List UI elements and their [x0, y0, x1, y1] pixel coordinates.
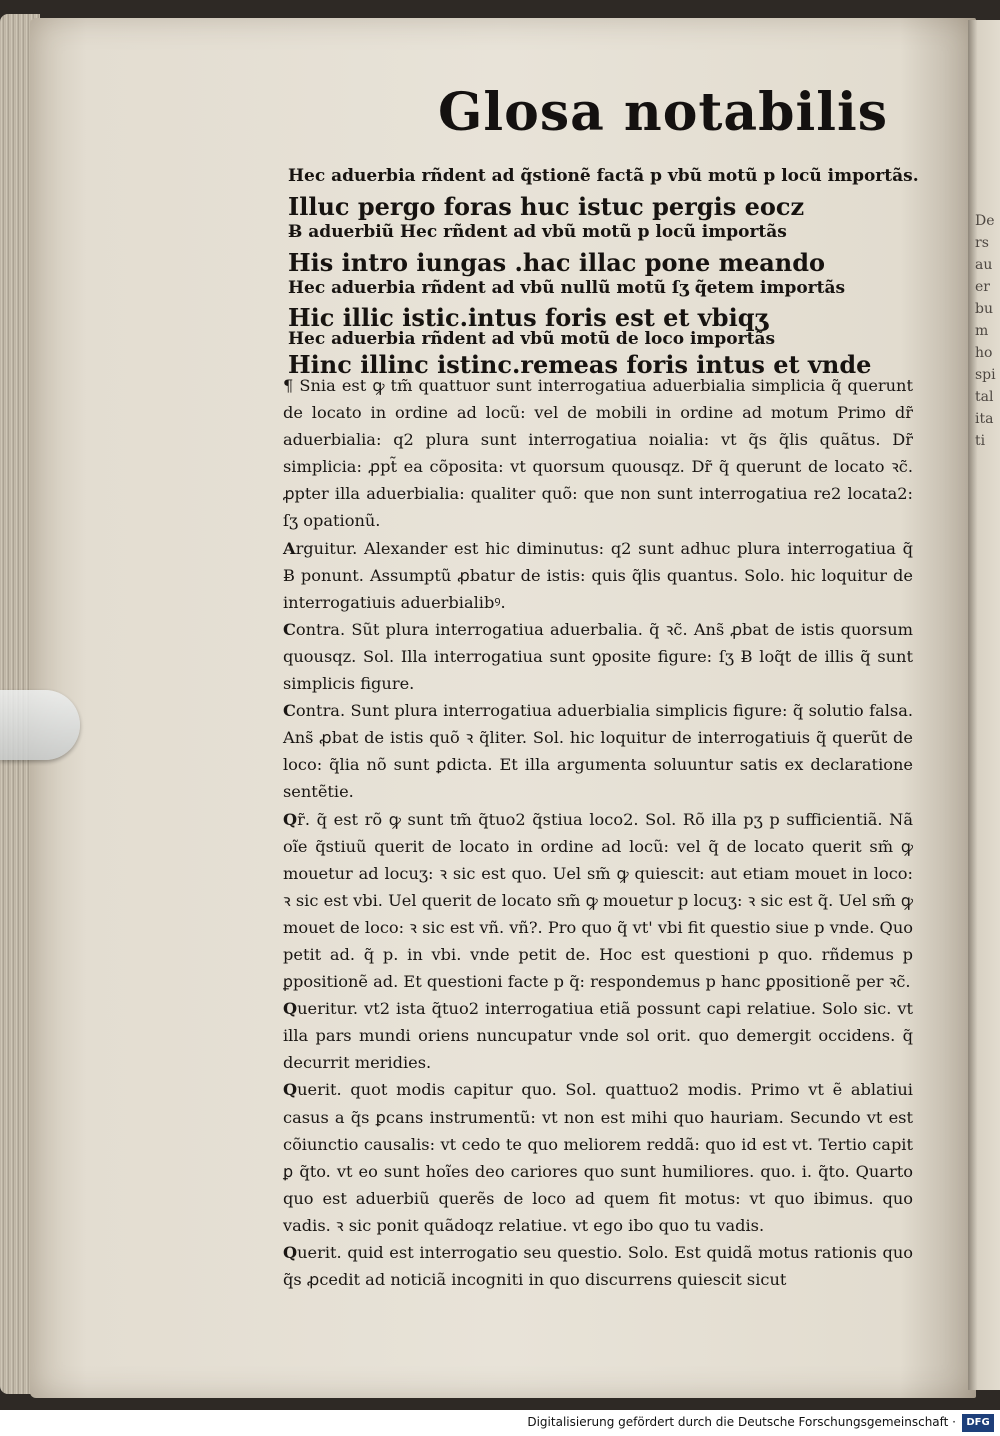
verse-line: Hec aduerbia rñdent ad vbũ nullũ motũ ſʒ q̃etem importãs	[288, 278, 846, 298]
verse-line: Ƀ aduerbiũ Hec rñdent ad vbũ motũ p locũ importãs	[288, 222, 787, 242]
bookmark-clip	[0, 690, 80, 760]
commentary-paragraph: Contra. Sunt plura interrogatiua aduerbialia simplicis figure: q̃ solutio falsa. Ans̃ ꝓbat de istis quõ ꝛ q̃liter. Sol. hic loquitur de interrogatiuis q̃ querũt de loco: q̃lia nõ sunt ꝑdicta. Et illa argumenta soluuntur satis ex declaratione sentẽtie.	[283, 701, 913, 802]
footer-bar	[0, 1410, 1000, 1436]
commentary-paragraph: Queritur. vt2 ista q̃tuo2 interrogatiua etiã possunt capi relatiue. Solo sic. vt illa pars mundi oriens nuncupatur vnde sol orit. quo demergit occidens. q̃ decurrit meridies.	[283, 999, 913, 1073]
funding-credit: Digitalisierung gefördert durch die Deutsche Forschungsgemeinschaft ·	[527, 1415, 956, 1429]
commentary-block	[283, 372, 913, 1290]
facing-page-text: Ders auerbum hospitalitati	[975, 213, 996, 449]
commentary-paragraph: Querit. quot modis capitur quo. Sol. quattuo2 modis. Primo vt ẽ ablatiui casus a q̃s ꝑcans instrumentũ: vt non est mihi quo hauriam. Secundo vt est cõiunctio causalis: vt cedo te quo meliorem reddã: quo id est vt. Tertio capit ꝑ q̃to. vt eo sunt hoĩes deo cariores quo sunt humiliores. quo. i. q̃to. Quarto quo est aduerbiũ querẽs de loco ad quem fit motus: vt quo ibimus. quo vadis. ꝛ sic ponit quãdoqz relatiue. vt ego ibo quo tu vadis.	[283, 1080, 913, 1235]
verse-line: Hec aduerbia rñdent ad q̃stionẽ factã p vbũ motũ p locũ importãs.	[288, 166, 919, 186]
commentary-paragraph: Querit. quid est interrogatio seu questio. Solo. Est quidã motus rationis quo q̃s ꝓcedit ad noticiã incogniti in quo discurrens quiescit sicut	[283, 1243, 913, 1290]
verse-line: Hinc illinc istinc.remeas foris intus et vnde	[288, 350, 872, 379]
verse-line: His intro iungas .hac illac pone meando	[288, 248, 826, 277]
verse-line: Hec aduerbia rñdent ad vbũ motũ de loco importãs	[288, 329, 776, 349]
dfg-logo: DFG	[962, 1414, 994, 1432]
verse-line: Hic illic istic.intus foris est et vbiqʒ	[288, 303, 769, 332]
verse-line: Illuc pergo foras huc istuc pergis eocz	[288, 192, 805, 221]
commentary-paragraph: Qr̃. q̃ est rõ ꝙ sunt tm̃ q̃tuo2 q̃stiua loco2. Sol. Rõ illa pʒ p sufficientiã. Nã oĩe q̃stiuũ querit de locato in ordine ad locũ: vel q̃ de locato querit sm̃ ꝙ mouetur ad locuʒ: ꝛ sic est quo. Uel sm̃ ꝙ quiescit: aut etiam mouet in loco: ꝛ sic est vbi. Uel querit de locato sm̃ ꝙ mouetur p locuʒ: ꝛ sic est q̃. Uel sm̃ ꝙ mouet de loco: ꝛ sic est vñ. vñ?. Pro quo q̃ vt' vbi fit questio siue p vnde. Quo petit ad. q̃ p. in vbi. vnde petit de. Hoc est questioni p quo. rñdemus p ꝑpositionẽ ad. Et questioni facte p q̃: respondemus p hanc ꝑpositionẽ per ꝛc̃.	[283, 809, 913, 992]
commentary-paragraph: Arguitur. Alexander est hic diminutus: q2 sunt adhuc plura interrogatiua q̃ Ƀ ponunt. Assumptũ ꝓbatur de istis: quis q̃lis quantus. Solo. hic loquitur de interrogatiuis aduerbialibꝰ.	[283, 538, 913, 612]
page-title: Glosa notabilis	[438, 82, 889, 143]
commentary-paragraph: ¶ Snia est ꝙ tm̃ quattuor sunt interrogatiua aduerbialia simplicia q̃ querunt de locato in ordine ad locũ: vel de mobili in ordine ad motum Primo dr̃ aduerbialia: q2 plura sunt interrogatiua noialia: vt q̃s q̃lis quãtus. Dr̃ simplicia: ꝓpt̃ ea cõposita: vt quorsum quousqz. Dr̃ q̃ querunt de locato ꝛc̃. ꝓpter illa aduerbialia: qualiter quõ: que non sunt interrogatiua re2 locata2: ſʒ opationũ.	[283, 376, 913, 531]
commentary-paragraph: Contra. Sũt plura interrogatiua aduerbalia. q̃ ꝛc̃. Ans̃ ꝓbat de istis quorsum quousqz. Sol. Illa interrogatiua sunt ꝯposite figure: ſʒ Ƀ loq̃t de illis q̃ sunt simplicis figure.	[283, 619, 913, 694]
